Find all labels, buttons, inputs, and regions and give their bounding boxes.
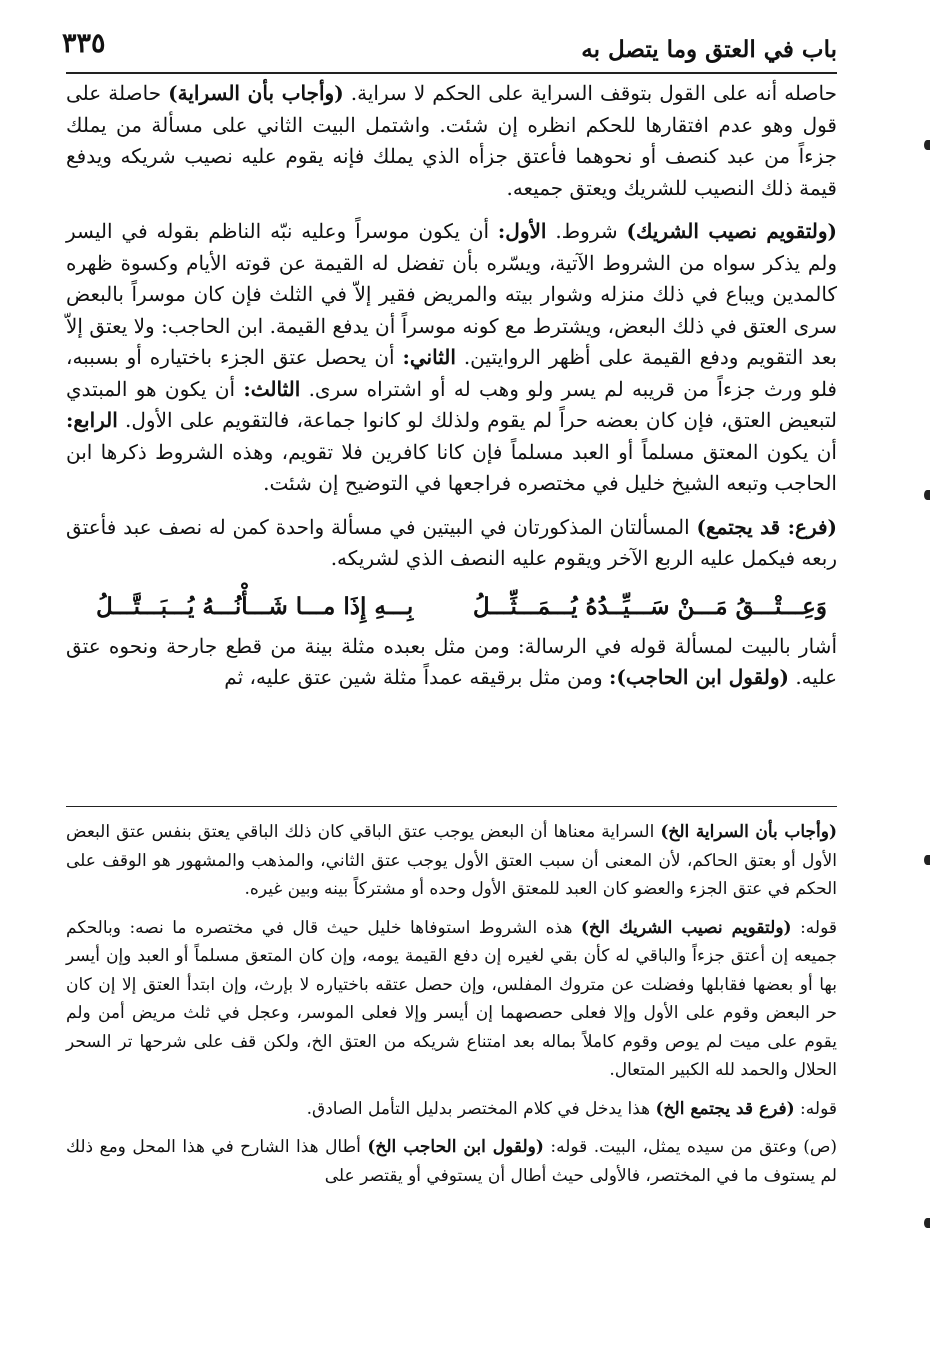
text-run: أن يكون هو المبتدي لتبعيض العتق، فإن كان بعضه حراً لم يقوم ولذلك لو كانوا جماعة، فالتقويم على الأول.: [66, 376, 837, 432]
main-paragraph: [66, 512, 837, 575]
text-run: هذه الشروط استوفاها خليل حيث قال في مختصره ما نصه: وبالحكم جميعه إن أعتق جزءاً والباقي له كأن بقي لغيره إن دفع القيمة يومه، وإن كان المتعق مسلماً أو العبد وإن أيسر بها أو بعضها فقابلها وفضلت عن متروك المفلس، وإن حصل عتقه باختياره لا بإرث، وإن ابتدأ العتق إلا إن كان حر البعض وقوم على الأول وإلا فعلى حصصهما إن أيسر وإلا فعلى الموسر، وعجل في ثلث مريض أمن ولم يقوم على ميت لم يوص وقوم كاملاً بماله بعد امتناع شريكه من العتق الخ، ولكن قف على شرحها تر السحر الحلال والحمد لله الكبير المتعال.: [66, 917, 837, 1080]
text-run: هذا يدخل في كلام المختصر بدليل التأمل الصادق.: [306, 1098, 656, 1119]
footnotes: [66, 818, 837, 1200]
text-run: السراية معناها أن البعض يوجب عتق الباقي كان ذلك الباقي يعتق بنفس عتق البعض الأول أو بعتق الحاكم، لأن المعنى أن سبب العتق الأول يوجب عتق الثاني، والمذهب والمشهور هو الوقف على الحكم في عتق الجزء والعضو كان العبد للمعتق الأول وحده أو مشتركاً بينه وبين غيره.: [66, 822, 837, 899]
binding-mark: [924, 140, 930, 150]
text-run: أن يحصل عتق الجزء باختياره أو بسببه، فلو ورث جزءاً من قريبه لم يسر ولو وهب له أو اشتراه سرى.: [66, 345, 837, 401]
bold-phrase: الثالث:: [243, 376, 301, 401]
binding-mark: [924, 1218, 930, 1228]
bold-phrase: (فرع: قد يجتمع): [696, 514, 838, 539]
text-run: أن يكون المعتق مسلماً أو العبد مسلماً فإن كانا كافرين فلا تقويم، وهذه الشروط ذكرها ابن الحاجب وتبعه الشيخ خليل في مختصره فراجعها في التوضيح إن شئت.: [66, 439, 837, 495]
text-run: أطال هذا الشارح في هذا المحل ومع ذلك لم يستوف ما في المختصر، فالأولى حيث أطال أن يستوفي أو يقتصر على: [66, 1137, 837, 1186]
text-run: شروط.: [546, 219, 627, 243]
binding-mark: [924, 855, 930, 865]
text-run: حاصله أنه على القول بتوقف السراية على الحكم لا سراية.: [343, 81, 837, 105]
footnote: [66, 818, 837, 904]
bold-phrase: (فرع قد يجتمع الخ): [655, 1098, 795, 1119]
bold-phrase: (وأجاب بأن السراية): [168, 81, 344, 105]
bold-phrase: الأول:: [497, 219, 547, 243]
bold-phrase: (ولتقويم نصيب الشريك): [626, 219, 837, 243]
bold-phrase: (ولقول ابن الحاجب):: [608, 665, 789, 689]
page-header: [62, 28, 837, 68]
page-number: ٣٣٥: [62, 28, 106, 59]
bold-phrase: (وأجاب بأن السراية الخ): [660, 822, 837, 842]
verse-first-hemistich: وَعِـــتْـــقُ مَـــنْ سَـــيِّــدُهُ يُـــمَـــثِّـــلُ: [472, 592, 827, 620]
main-text: [66, 78, 837, 694]
footnote: [66, 1133, 837, 1190]
bold-phrase: الثاني:: [402, 345, 456, 369]
text-run: قوله:: [794, 1098, 837, 1119]
footnote: [66, 914, 837, 1085]
text-run: حاصلة على قول وهو عدم افتقارها للحكم انظره إن شئت. واشتمل البيت الثاني على مسألة من يملك جزءاً من عبد كنصف أو نحوهما فأعتق جزأه الذي يملك فإنه يقوم عليه نصيب شريكه ويدفع قيمة ذلك النصيب للشريك ويعتق جميعه.: [66, 81, 837, 200]
text-run: قوله:: [791, 917, 837, 938]
bold-phrase: الرابع:: [66, 408, 118, 432]
verse-second-hemistich: بِـــهِ إِذَا مـــا شَـــأْنُـــهُ يُـــبَـــتَّـــلُ: [96, 592, 414, 620]
text-run: (ص) وعتق من سيده يمثل، البيت. قوله:: [543, 1137, 838, 1157]
text-run: المسألتان المذكورتان في البيتين في مسألة واحدة كمن له نصف عبد فأعتق ربعه فيكمل عليه الربع الآخر ويقوم عليه النصف الذي لشريكه.: [66, 514, 837, 570]
main-paragraph: [66, 631, 837, 694]
main-paragraph: [66, 78, 837, 204]
text-run: ومن مثل برقيقه عمداً مثلة شين عتق عليه، ثم: [224, 665, 609, 689]
bold-phrase: (ولقول ابن الحاجب الخ): [367, 1137, 544, 1157]
bold-phrase: (ولتقويم نصيب الشريك الخ): [580, 917, 792, 938]
main-paragraph: [66, 216, 837, 500]
poem-verse: [66, 589, 837, 625]
text-run: أن يكون موسراً وعليه نبّه الناظم بقوله في اليسر ولم يذكر سواه من الشروط الآتية، ويسّره بأن تفضل له القيمة عن قوته الأيام وكسوة ظهره كالمدين ويباع في ذلك منزله وشوار بيته والمريض فقير إلاّ في الثلث فإن كان موسراً بالبعض سرى العتق في ذلك البعض، ويشترط مع كونه موسراً أن يدفع القيمة. ابن الحاجب: ولا يعتق إلاّ بعد التقويم ودفع القيمة على أظهر الروايتين.: [66, 219, 837, 369]
binding-mark: [924, 490, 930, 500]
footnote-rule: [66, 806, 837, 807]
header-rule: [66, 72, 837, 74]
text-run: أشار بالبيت لمسألة قوله في الرسالة: ومن مثل بعبده مثلة بينة من قطع جارحة ونحوه عتق عليه.: [66, 633, 837, 689]
footnote: [66, 1095, 837, 1124]
running-title: باب في العتق وما يتصل به: [581, 36, 837, 63]
